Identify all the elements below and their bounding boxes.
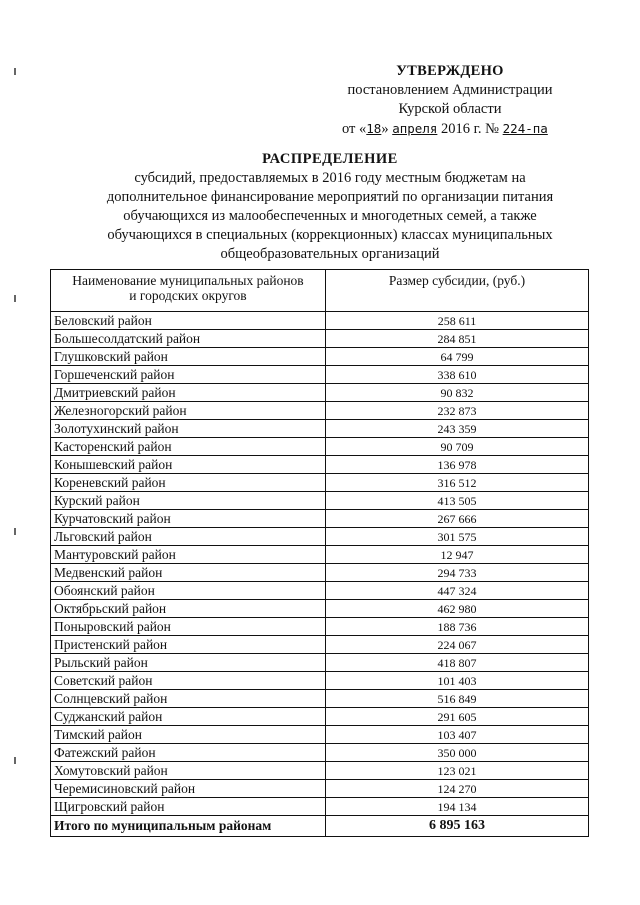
subsidy-amount: 90 709 (326, 438, 589, 456)
subsidy-amount: 294 733 (326, 564, 589, 582)
subsidy-amount: 194 134 (326, 798, 589, 816)
subsidy-amount: 136 978 (326, 456, 589, 474)
subsidy-amount: 224 067 (326, 636, 589, 654)
scan-mark (14, 528, 16, 535)
table-row (51, 546, 589, 564)
subsidy-amount: 284 851 (326, 330, 589, 348)
table-row (51, 330, 589, 348)
document-heading (60, 150, 600, 264)
district-name: Хомутовский район (51, 762, 326, 780)
approval-line-1: постановлением Администрации (347, 82, 553, 98)
district-name: Щигровский район (51, 798, 326, 816)
table-row (51, 528, 589, 546)
district-name: Золотухинский район (51, 420, 326, 438)
district-name: Горшеченский район (51, 366, 326, 384)
district-name: Глушковский район (51, 348, 326, 366)
total-row (51, 816, 589, 837)
subsidy-amount: 188 736 (326, 618, 589, 636)
district-name: Тимский район (51, 726, 326, 744)
approval-line-2: Курской области (398, 101, 502, 117)
subsidy-amount: 64 799 (326, 348, 589, 366)
table-row (51, 510, 589, 528)
table-row (51, 672, 589, 690)
district-name: Большесолдатский район (51, 330, 326, 348)
table-row (51, 654, 589, 672)
district-name: Льговский район (51, 528, 326, 546)
district-name: Курский район (51, 492, 326, 510)
table-row (51, 456, 589, 474)
heading-line-4: обучающихся в специальных (коррекционных) классах муниципальных (107, 227, 553, 243)
table-row (51, 582, 589, 600)
table-body (51, 312, 589, 816)
heading-line-5: общеобразовательных организаций (220, 246, 440, 262)
approval-day: 18 (366, 121, 382, 136)
district-name: Дмитриевский район (51, 384, 326, 402)
table-row (51, 348, 589, 366)
subsidy-amount: 462 980 (326, 600, 589, 618)
date-mid: » (381, 121, 393, 137)
subsidy-amount: 12 947 (326, 546, 589, 564)
table-row (51, 384, 589, 402)
subsidy-amount: 123 021 (326, 762, 589, 780)
subsidy-amount: 90 832 (326, 384, 589, 402)
subsidy-amount: 413 505 (326, 492, 589, 510)
district-name: Пристенский район (51, 636, 326, 654)
table-row (51, 420, 589, 438)
approval-month: апреля (392, 121, 438, 136)
heading-line-3: обучающихся из малообеспеченных и многодетных семей, а также (123, 208, 537, 224)
subsidy-amount: 516 849 (326, 690, 589, 708)
table-row (51, 780, 589, 798)
district-name: Поныровский район (51, 618, 326, 636)
column-header-amount: Размер субсидии, (руб.) (326, 270, 589, 312)
subsidy-amount: 350 000 (326, 744, 589, 762)
table-row (51, 474, 589, 492)
subsidy-table (50, 269, 589, 837)
column-header-name-line-1: Наименование муниципальных районов (72, 273, 304, 288)
subsidy-amount: 232 873 (326, 402, 589, 420)
district-name: Курчатовский район (51, 510, 326, 528)
approval-block (300, 62, 600, 139)
subsidy-amount: 447 324 (326, 582, 589, 600)
approval-year: 2016 г. № (437, 121, 503, 137)
table-row (51, 762, 589, 780)
document-title: РАСПРЕДЕЛЕНИЕ (262, 151, 398, 167)
subsidy-amount: 418 807 (326, 654, 589, 672)
district-name: Беловский район (51, 312, 326, 330)
table-row (51, 492, 589, 510)
district-name: Октябрьский район (51, 600, 326, 618)
subsidy-amount: 101 403 (326, 672, 589, 690)
subsidy-amount: 103 407 (326, 726, 589, 744)
table-row (51, 636, 589, 654)
table-row (51, 708, 589, 726)
district-name: Кореневский район (51, 474, 326, 492)
column-header-name (51, 270, 326, 312)
date-prefix: от « (342, 121, 367, 137)
table-row (51, 564, 589, 582)
scan-mark (14, 295, 16, 302)
scan-mark (14, 68, 16, 75)
district-name: Солнцевский район (51, 690, 326, 708)
table-header-row (51, 270, 589, 312)
table-row (51, 402, 589, 420)
scan-mark (14, 757, 16, 764)
subsidy-amount: 243 359 (326, 420, 589, 438)
total-label: Итого по муниципальным районам (51, 816, 326, 837)
district-name: Железногорский район (51, 402, 326, 420)
table-row (51, 366, 589, 384)
district-name: Мантуровский район (51, 546, 326, 564)
district-name: Суджанский район (51, 708, 326, 726)
total-value: 6 895 163 (326, 816, 589, 837)
approval-title: УТВЕРЖДЕНО (396, 63, 504, 79)
subsidy-amount: 258 611 (326, 312, 589, 330)
heading-line-1: субсидий, предоставляемых в 2016 году местным бюджетам на (134, 170, 526, 186)
table-row (51, 726, 589, 744)
heading-line-2: дополнительное финансирование мероприятий по организации питания (106, 189, 554, 205)
district-name: Касторенский район (51, 438, 326, 456)
column-header-name-line-2: и городских округов (129, 288, 247, 303)
subsidy-amount: 301 575 (326, 528, 589, 546)
approval-dateline (300, 119, 600, 139)
table-row (51, 600, 589, 618)
table-row (51, 438, 589, 456)
subsidy-amount: 316 512 (326, 474, 589, 492)
subsidy-amount: 291 605 (326, 708, 589, 726)
table-row (51, 312, 589, 330)
table-row (51, 690, 589, 708)
approval-number: 224-па (502, 121, 548, 136)
district-name: Фатежский район (51, 744, 326, 762)
district-name: Медвенский район (51, 564, 326, 582)
table-row (51, 798, 589, 816)
district-name: Рыльский район (51, 654, 326, 672)
subsidy-amount: 124 270 (326, 780, 589, 798)
district-name: Обоянский район (51, 582, 326, 600)
subsidy-amount: 338 610 (326, 366, 589, 384)
district-name: Конышевский район (51, 456, 326, 474)
district-name: Советский район (51, 672, 326, 690)
table-row (51, 618, 589, 636)
subsidy-amount: 267 666 (326, 510, 589, 528)
district-name: Черемисиновский район (51, 780, 326, 798)
table-row (51, 744, 589, 762)
